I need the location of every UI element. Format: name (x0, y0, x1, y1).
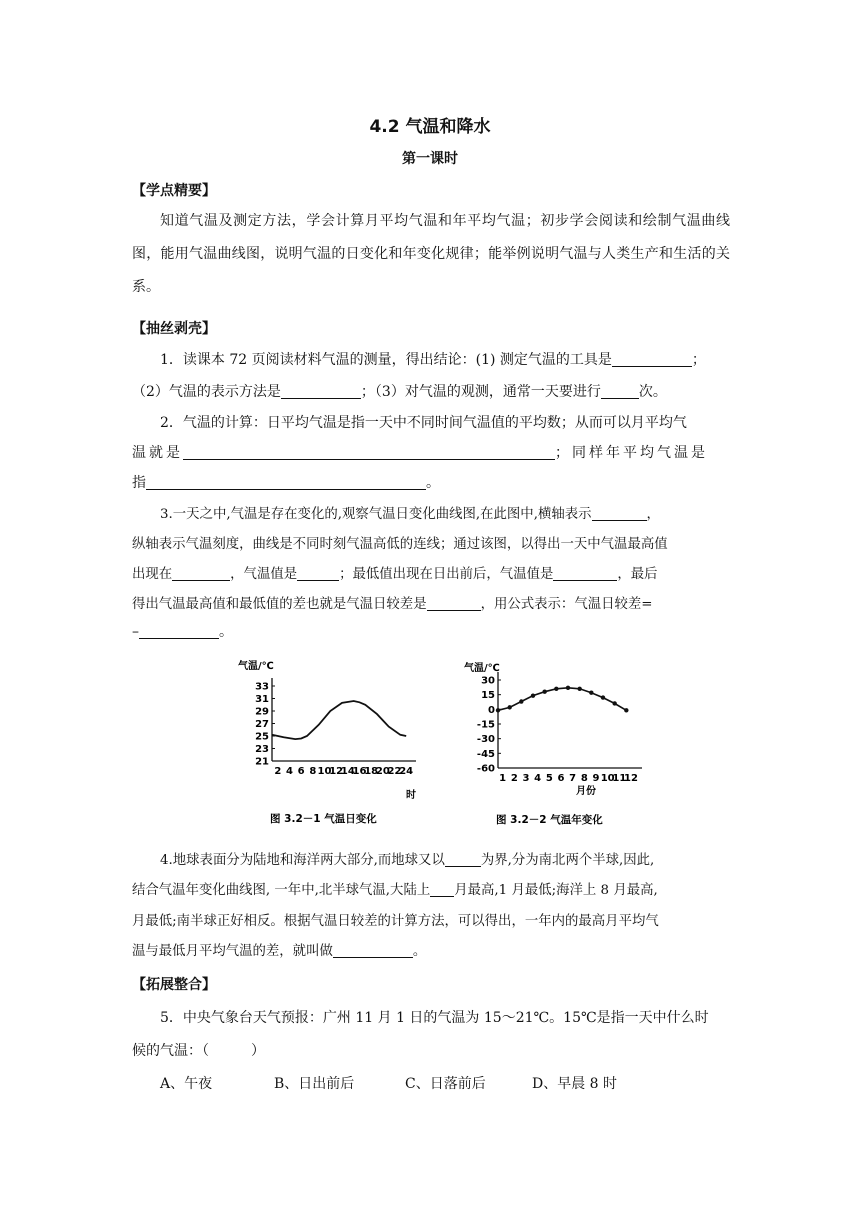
x-tick-label: 10 (600, 773, 615, 784)
series-line (498, 688, 626, 711)
y-axis-label: 气温/℃ (464, 663, 500, 674)
answer-blank[interactable] (430, 881, 454, 897)
y-tick-label: 25 (255, 731, 269, 743)
intro-paragraph: 知道气温及测定方法，学会计算月平均气温和年平均气温；初步学会阅读和绘制气温曲线图，能用气温曲线图，说明气温的日变化和年变化规律；能举例说明气温与人类生产和生活的关系。 (132, 213, 730, 295)
answer-blank[interactable] (333, 942, 413, 958)
y-tick-label: -60 (476, 763, 495, 775)
option-c[interactable]: C、日落前后 (405, 1076, 486, 1092)
y-tick-label: 21 (255, 756, 269, 768)
q2-line-2 (132, 442, 730, 462)
chart-axes (498, 672, 642, 768)
y-axis-label: 气温/℃ (238, 661, 274, 672)
x-axis-label: 时 (406, 790, 416, 801)
data-point (531, 693, 535, 697)
y-tick-label: 0 (488, 704, 495, 716)
answer-blank[interactable] (445, 851, 481, 867)
option-b[interactable]: B、日出前后 (274, 1076, 355, 1092)
x-tick-label: 20 (375, 766, 390, 777)
figure-caption: 图 3.2－2 气温年变化 (496, 814, 603, 826)
section-heading-key-points: 【学点精要】 (132, 183, 216, 199)
q3-line-3 (132, 563, 730, 582)
q3-text-3b: ，气温值是 (230, 567, 298, 582)
x-tick-label: 8 (580, 773, 588, 784)
q4-line-1 (132, 849, 758, 868)
daily-temperature-chart (234, 650, 424, 830)
answer-blank[interactable] (183, 444, 555, 460)
q5-line-2: 候的气温：（ ） (132, 1043, 265, 1059)
annual-temperature-chart (456, 650, 646, 830)
answer-blank[interactable] (601, 383, 639, 399)
chart-axes (272, 678, 416, 761)
q3-text-5a: – (132, 624, 139, 640)
x-tick-label: 2 (510, 773, 518, 784)
answer-blank[interactable] (172, 565, 230, 581)
q2-line-3 (132, 472, 730, 492)
answer-blank[interactable] (427, 595, 481, 611)
q1-text-a-end: ； (691, 352, 706, 368)
q3-text-3d: ，最后 (617, 567, 658, 582)
q1-text-b: （2）气温的表示方法是 (132, 384, 281, 400)
x-tick-label: 6 (297, 766, 305, 777)
answer-blank[interactable] (297, 565, 339, 581)
q3-text-1a: 3.一天之中,气温是存在变化的,观察气温日变化曲线图,在此图中,横轴表示 (160, 507, 592, 522)
x-tick-label: 22 (387, 766, 402, 777)
answer-blank[interactable] (592, 505, 647, 521)
series-points (496, 686, 629, 713)
q3-line-1 (132, 503, 758, 522)
y-tick-label: 27 (255, 719, 269, 730)
option-d[interactable]: D、早晨 8 时 (532, 1076, 618, 1092)
x-tick-label: 1 (499, 773, 507, 784)
series-line (272, 701, 406, 739)
figure-caption: 图 3.2－1 气温日变化 (270, 813, 377, 825)
data-point (519, 699, 523, 703)
x-tick-label: 7 (569, 773, 577, 784)
q4-line-2 (132, 879, 730, 898)
answer-blank[interactable] (281, 383, 361, 399)
data-point (577, 687, 581, 691)
q1-text-a: 1．读课本 72 页阅读材料气温的测量，得出结论：(1) 测定气温的工具是 (160, 352, 612, 368)
q3-line-2: 纵轴表示气温刻度，曲线是不同时刻气温高低的连线；通过该图，以得出一天中气温最高值 (132, 537, 668, 552)
q4-text-1b: 为界,分为南北两个半球,因此, (480, 853, 655, 868)
x-tick-label: 5 (545, 773, 553, 784)
x-axis-label: 月份 (576, 786, 596, 797)
q2-text-e: 。 (426, 475, 440, 491)
q1-text-c: ；（3）对气温的观测，通常一天要进行 (360, 384, 601, 400)
x-tick-label: 12 (329, 766, 344, 777)
answer-blank[interactable] (146, 474, 426, 490)
q4-line-4 (132, 940, 730, 959)
q4-text-4a: 温与最低月平均气温的差，就叫做 (132, 944, 333, 959)
q2-text-c: ；同样年平均气温是 (555, 445, 708, 461)
data-point (624, 708, 628, 712)
q3-text-4a: 得出气温最高值和最低值的差也就是气温日较差是 (132, 597, 427, 612)
x-tick-label: 3 (522, 773, 530, 784)
q3-text-5b: 。 (219, 624, 233, 640)
y-tick-label: 33 (255, 681, 269, 693)
y-tick-label: 29 (255, 706, 269, 718)
y-tick-label: 23 (255, 744, 269, 755)
q3-text-3a: 出现在 (132, 567, 173, 582)
q3-text-4b: ，用公式表示：气温日较差= (480, 597, 653, 612)
q4-text-1a: 4.地球表面分为陆地和海洋两大部分,而地球又以 (160, 853, 445, 868)
q2-line-1: 2．气温的计算：日平均气温是指一天中不同时间气温值的平均数；从而可以月平均气 (160, 415, 687, 431)
x-tick-label: 10 (317, 766, 332, 777)
x-tick-label: 8 (309, 766, 317, 777)
option-a[interactable]: A、午夜 (160, 1076, 213, 1092)
q5-line-1: 5．中央气象台天气预报：广州 11 月 1 日的气温为 15～21℃。15℃是指一天中什么时 (160, 1010, 709, 1026)
q3-text-1b: ， (646, 507, 660, 522)
x-tick-label: 4 (534, 773, 542, 784)
x-tick-label: 9 (592, 773, 600, 784)
q1-text-d: 次。 (638, 384, 667, 400)
x-tick-label: 11 (612, 773, 627, 784)
x-tick-label: 2 (274, 766, 282, 777)
x-tick-label: 6 (557, 773, 565, 784)
data-point (566, 686, 570, 690)
data-point (589, 691, 593, 695)
q5-options (132, 1073, 758, 1093)
y-tick-label: 30 (481, 675, 495, 687)
data-point (496, 708, 500, 712)
answer-blank[interactable] (612, 351, 692, 367)
answer-blank[interactable] (553, 565, 617, 581)
y-tick-label: 31 (255, 694, 269, 705)
y-tick-label: -15 (476, 719, 495, 731)
page-title: 4.2 气温和降水 (369, 117, 491, 137)
q3-text-3c: ；最低值出现在日出前后，气温值是 (339, 567, 554, 582)
x-tick-label: 16 (352, 766, 367, 777)
q4-line-3: 月最低;南半球正好相反。根据气温日较差的计算方法，可以得出，一年内的最高月平均气 (132, 914, 659, 929)
y-tick-label: -45 (476, 748, 495, 760)
x-tick-label: 12 (624, 773, 638, 784)
data-point (612, 701, 616, 705)
x-tick-label: 4 (286, 766, 293, 777)
x-tick-labels (274, 766, 413, 777)
data-point (542, 690, 546, 694)
q3-line-5 (132, 621, 730, 641)
q4-text-4b: 。 (412, 944, 427, 959)
q1-line-1 (132, 349, 758, 369)
page-subtitle: 第一课时 (402, 151, 458, 167)
data-point (554, 687, 558, 691)
section-heading-extension: 【拓展整合】 (132, 977, 216, 993)
y-tick-label: -30 (476, 734, 495, 746)
x-tick-label: 24 (399, 766, 414, 777)
q1-line-2 (132, 381, 730, 401)
y-tick-label: 15 (481, 690, 495, 702)
q2-text-b: 温就是 (132, 445, 183, 461)
x-tick-labels (499, 773, 638, 784)
answer-blank[interactable] (139, 623, 219, 639)
q4-text-2a: 结合气温年变化曲线图, 一年中,北半球气温,大陆上 (132, 883, 431, 898)
q4-text-2b: 月最高,1 月最低;海洋上 8 月最高, (454, 883, 658, 898)
data-point (601, 695, 605, 699)
q3-line-4 (132, 593, 730, 612)
x-tick-label: 14 (340, 766, 355, 777)
q2-text-d: 指 (132, 475, 146, 491)
data-point (507, 705, 511, 709)
section-heading-analysis: 【抽丝剥壳】 (132, 321, 216, 337)
x-tick-label: 18 (364, 766, 379, 777)
